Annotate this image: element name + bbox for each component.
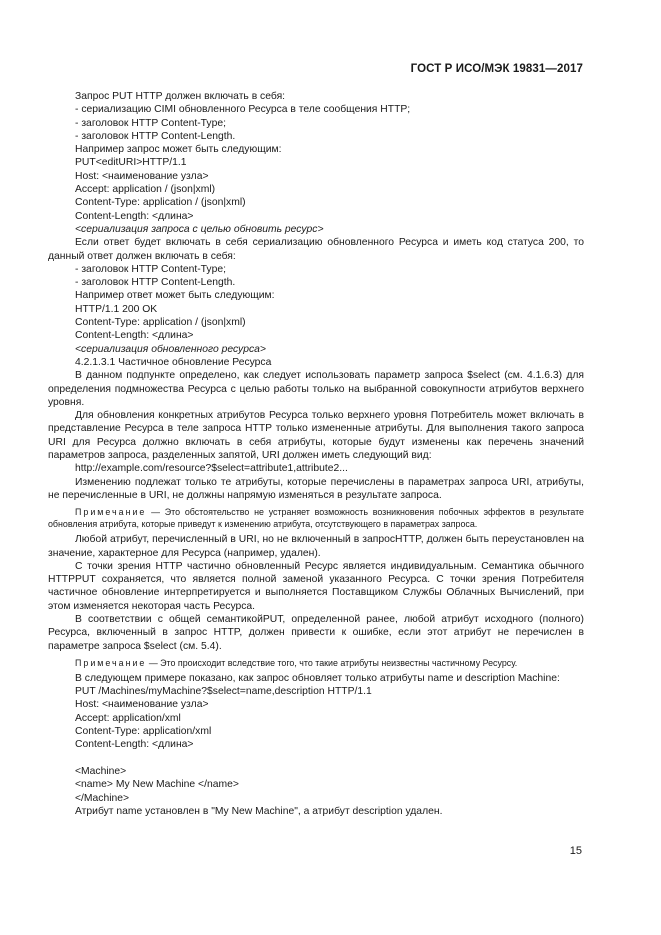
note-label: Примечание (75, 507, 147, 518)
code-line: Host: <наименование узла> (75, 699, 209, 711)
example-intro: В следующем примере показано, как запрос обновляет только атрибуты name и description Machine: (75, 672, 560, 684)
list-item: - заголовок HTTP Content-Type; (75, 117, 226, 129)
list-item: - заголовок HTTP Content-Type; (75, 263, 226, 275)
put-request-intro: Запрос PUT HTTP должен включать в себя: (75, 91, 286, 102)
paragraph: Любой атрибут, перечисленный в URI, но не включенный в запросHTTP, должен быть переустановлен на значение, характерное для Ресурса (например, удален). (48, 534, 584, 559)
code-line: <сериализация запроса с целью обновить ресурс> (75, 223, 324, 235)
code-line: <сериализация обновленного ресурса> (75, 343, 266, 355)
code-line: <Machine> (75, 765, 127, 777)
list-item: - сериализацию CIMI обновленного Ресурса в теле сообщения HTTP; (75, 104, 411, 116)
code-line: PUT /Machines/myMachine?$select=name,description HTTP/1.1 (75, 686, 372, 698)
paragraph: В данном подпункте определено, как следует использовать параметр запроса $select (см. 4.1.6.3) для определения подмножества Ресурса с целью работы только на выбранной совокупности атрибутов верхнего уровня. (48, 370, 584, 408)
note-text: — Это происходит вследствие того, что такие атрибуты неизвестны частичному Ресурсу. (146, 657, 518, 668)
code-line: Content-Length: <длина> (75, 739, 194, 751)
standard-header: ГОСТ Р ИСО/МЭК 19831—2017 (410, 63, 583, 75)
code-line: PUT<editURI>HTTP/1.1 (75, 157, 187, 169)
paragraph: С точки зрения HTTP частично обновленный Ресурс является индивидуальным. Семантика обычного HTTPPUT сохраняется, что является полной заменой указанного Ресурса. С точки зрения Потребителя частичное обновление интерпретируется и выполняется Поставщиком Службы Облачных Вычислений, при этом изменяется некоторая часть Ресурса. (48, 560, 584, 612)
note (48, 506, 584, 530)
page-number: 15 (569, 845, 582, 857)
section-title: 4.2.1.3.1 Частичное обновление Ресурса (75, 356, 272, 368)
sample-uri: http://example.com/resource?$select=attribute1,attribute2... (75, 463, 348, 475)
code-line: </Machine> (75, 792, 130, 804)
list-item: - заголовок HTTP Content-Length. (75, 130, 236, 142)
code-line: <name> My New Machine </name> (75, 779, 239, 791)
blank-line (48, 752, 584, 765)
paragraph: Для обновления конкретных атрибутов Ресурса только верхнего уровня Потребитель может включать в представление Ресурса в теле запроса HTTP только измененные атрибуты. Для выполнения такого запроса URI для Ресурса должно включать в себя атрибуты, которые будут изменены как перечень значений параметров запроса, разделенных запятой, URI должен иметь следующий вид: (48, 410, 584, 462)
response-intro: Если ответ будет включать в себя сериализацию обновленного Ресурса и иметь код статуса 200, то данный ответ должен включать в себя: (48, 237, 584, 262)
list-item: - заголовок HTTP Content-Length. (75, 277, 236, 289)
note-label: Примечание (75, 657, 147, 668)
page-body (48, 90, 584, 818)
code-line: Host: <наименование узла> (75, 170, 209, 182)
note-text: — Это обстоятельство не устраняет возможность возникновения побочных эффектов в результате обновления атрибута, которые приведут к изменению атрибута, отсутствующего в параметрах запроса. (48, 507, 584, 530)
example-intro: Например запрос может быть следующим: (75, 144, 282, 156)
paragraph: В соответствии с общей семантикойPUT, определенной ранее, любой атрибут исходного (полного) Ресурса, включенный в запрос HTTP, должен привести к ошибке, если этот атрибут не перечислен в параметре запроса $select (см. 5.4). (48, 613, 584, 652)
code-line: Content-Length: <длина> (75, 330, 194, 342)
code-line: Content-Type: application / (json|xml) (75, 317, 246, 329)
code-line: Accept: application/xml (75, 712, 181, 724)
code-line: Accept: application / (json|xml) (75, 184, 216, 196)
code-line: Content-Type: application / (json|xml) (75, 197, 246, 209)
note (48, 657, 584, 669)
code-line: Content-Length: <длина> (75, 210, 194, 222)
closing-sentence: Атрибут name установлен в "My New Machine", а атрибут description удален. (75, 805, 443, 817)
code-line: Content-Type: application/xml (75, 726, 212, 738)
code-line: HTTP/1.1 200 OK (75, 303, 158, 315)
example-intro: Например ответ может быть следующим: (75, 290, 275, 302)
paragraph: Изменению подлежат только те атрибуты, которые перечислены в параметрах запроса URI, атрибуты, не перечисленные в URI, не должны напрямую изменяться в результате запроса. (48, 476, 584, 501)
